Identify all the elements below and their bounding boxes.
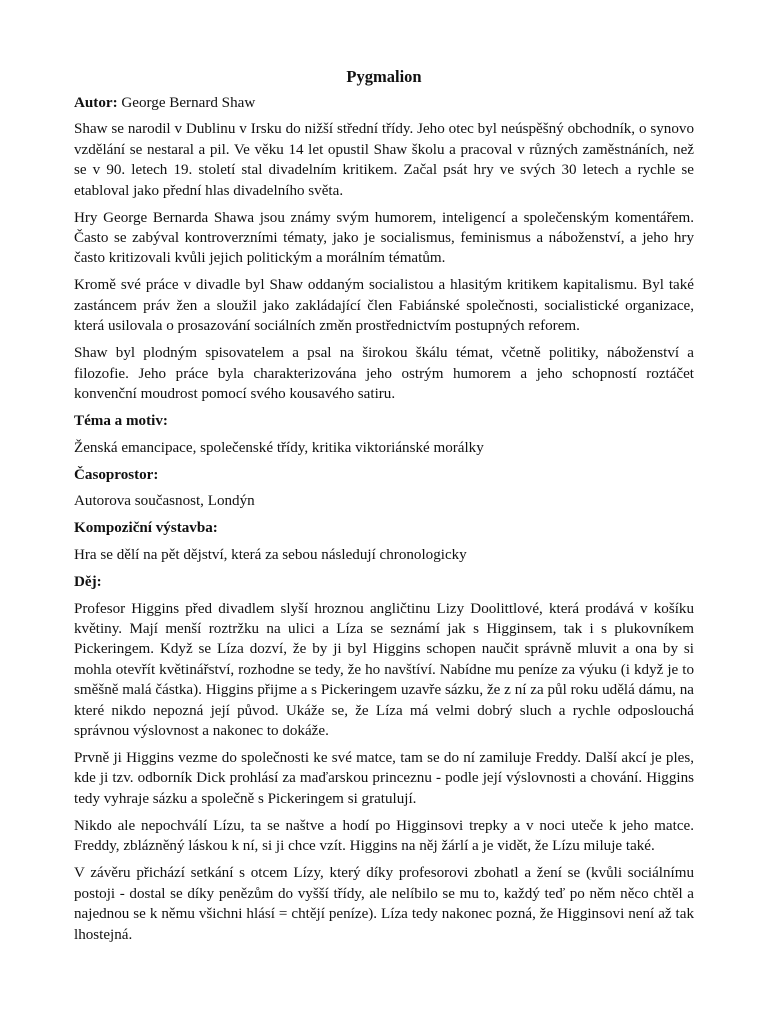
author-label: Autor: (74, 95, 118, 111)
plot-paragraph: Nikdo ale nepochválí Lízu, ta se naštve a hodí po Higginsovi trepky a v noci uteče k jeho matce. Freddy, zblázněný láskou k ní, si ji chce vzít. Higgins na něj žárlí a je vidět, že Lízu miluje také. (74, 817, 694, 855)
setting-text: Autorova současnost, Londýn (74, 493, 255, 510)
document-title: Pygmalion (346, 67, 422, 86)
plot-paragraph: Prvně ji Higgins vezme do společnosti ke své matce, tam se do ní zamiluje Freddy. Další akcí je ples, kde ji tzv. odborník Dick prohlásí za maďarskou princeznu - podle její výslovnosti a chování. Higgins tedy vyhraje sázku a společně s Pickeringem si gratulují. (74, 750, 694, 807)
bio-paragraph: Kromě své práce v divadle byl Shaw oddaným socialistou a hlasitým kritikem kapitalismu. Byl také zastáncem práv žen a sloužil jako zakládající člen Fabiánské společnosti, socialistické organizace, která usilovala o prosazování sociálních změn prostřednictvím postupných reforem. (74, 277, 694, 335)
plot-paragraph: V závěru přichází setkání s otcem Lízy, který díky profesorovi zbohatl a žení se (kvůli sociálnímu postoji - dostal se díky penězům do vyšší třídy, ale nelíbilo se mu to, každý teď po něm něco chtěl a najednou se k němu všichni hlásí = chtějí peníze). Líza tedy nakonec pozná, že Higginsovi není až tak lhostejná. (74, 865, 694, 943)
bio-paragraph: Shaw byl plodným spisovatelem a psal na širokou škálu témat, včetně politiky, náboženství a filozofie. Jeho práce byla charakterizována jeho ostrým humorem a jeho schopností roztáčet konvenční moudrost pomocí svého kousavého satiru. (74, 345, 694, 403)
author-name: George Bernard Shaw (117, 95, 256, 111)
document-page (74, 66, 694, 952)
theme-text: Ženská emancipace, společenské třídy, kritika viktoriánské morálky (74, 439, 484, 456)
plot-heading: Děj: (74, 573, 102, 590)
author-line (74, 93, 694, 113)
structure-text: Hra se dělí na pět dějství, která za sebou následují chronologicky (74, 547, 467, 564)
setting-heading: Časoprostor: (74, 466, 159, 483)
bio-paragraph: Hry George Bernarda Shawa jsou známy svým humorem, inteligencí a společenským komentářem. Často se zabýval kontroverzními tématy, jako je socialismus, feminismus a náboženství, a jeho hry často kritizovali kvůli jejich politickým a morálním tématům. (74, 209, 694, 267)
theme-heading: Téma a motiv: (74, 413, 168, 430)
structure-heading: Kompoziční výstavba: (74, 520, 218, 537)
bio-paragraph: Shaw se narodil v Dublinu v Irsku do nižší střední třídy. Jeho otec byl neúspěšný obchodník, o synovo vzdělání se nestaral a pil. Ve věku 14 let opustil Shaw školu a pracoval v různých zaměstnáních, než se v 90. letech 19. století stal divadelním kritikem. Začal psát hry ve svých 30 letech a rychle se etabloval jako přední hlas divadelního světa. (74, 121, 694, 199)
plot-paragraph: Profesor Higgins před divadlem slyší hroznou angličtinu Lizy Doolittlové, která prodává v košíku květiny. Mají menší roztržku na ulici a Líza se seznámí jak s Higginsem, tak i s plukovníkem Pickeringem. Když se Líza dozví, že by ji byl Higgins schopen naučit správně mluvit a ona by si mohla otevřít květinářství, rozhodne se tedy, že ho navštíví. Nabídne mu peníze za výuku (i když je to směšně malá částka). Higgins přijme a s Pickeringem uzavře sázku, že z ní za půl roku udělá dámu, na které nikdo nepozná její původ. Ukáže se, že Líza má velmi dobrý sluch a rychle odposlouchá správnou výslovnost a nakonec to dokáže. (74, 600, 694, 740)
